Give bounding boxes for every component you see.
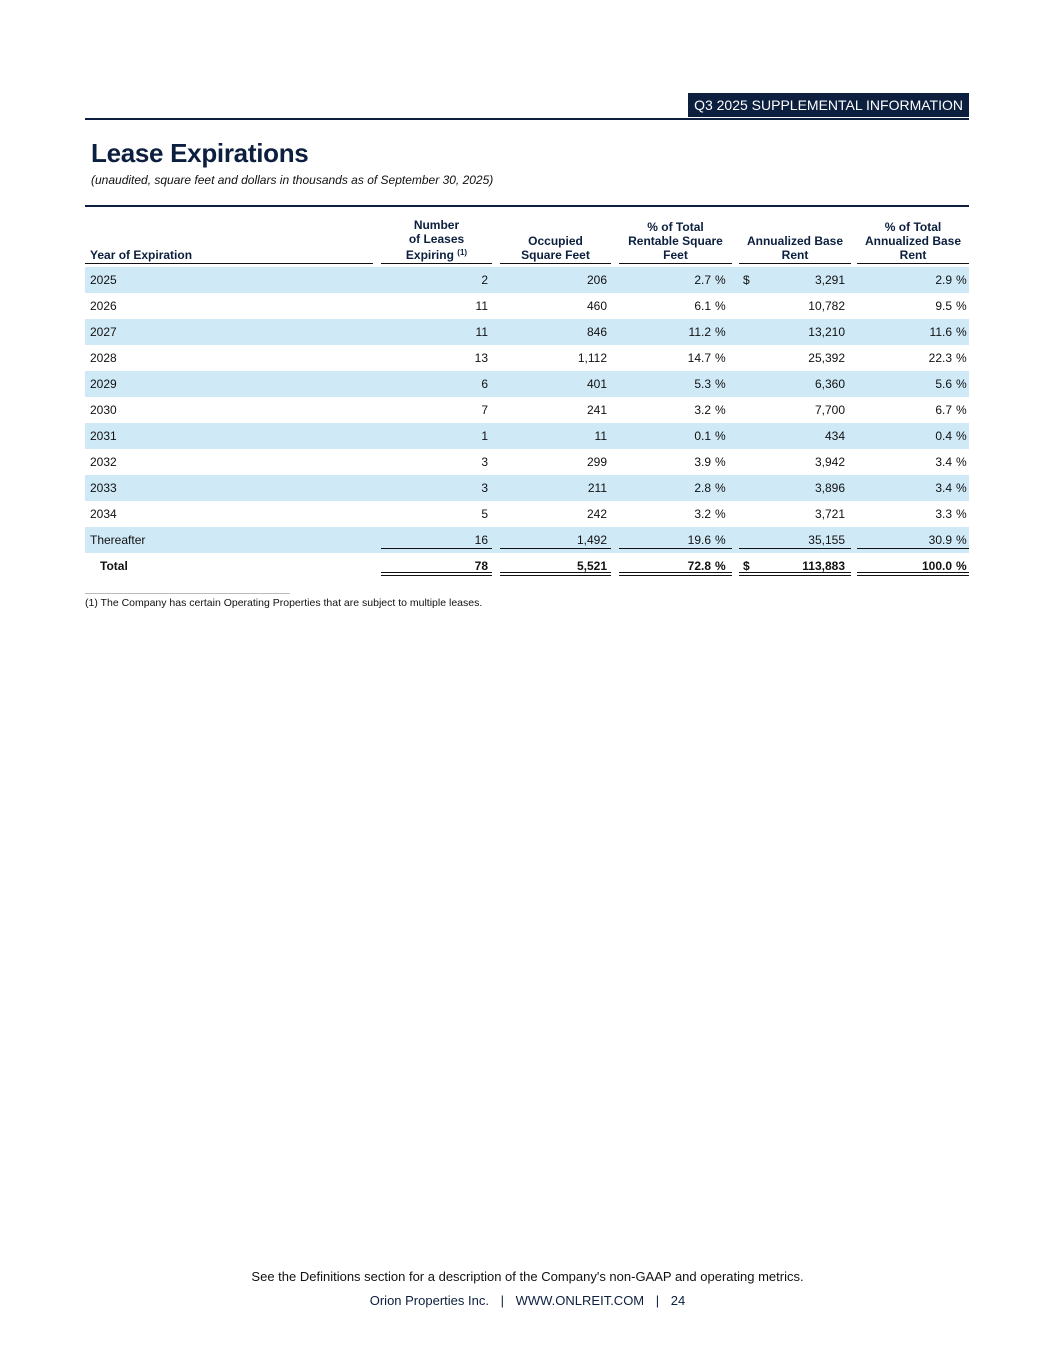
cell-pct-sign: % [956, 507, 967, 521]
cell-pct-sqft: 11.2 [688, 325, 711, 339]
footnote-rule [85, 593, 290, 594]
table-row [85, 527, 969, 553]
cell-pct-sign: % [956, 429, 967, 443]
col-header-annualized-base-rent: Annualized Base Rent [739, 218, 851, 264]
cell-leases: 16 [474, 533, 488, 547]
footer-website-link[interactable]: WWW.ONLREIT.COM [515, 1293, 645, 1308]
cell-annualized-rent: 35,155 [808, 533, 845, 547]
page-subtitle: (unaudited, square feet and dollars in thousands as of September 30, 2025) [91, 173, 494, 187]
cell-pct-sign: % [715, 325, 726, 339]
cell-pct-rent: 22.3 [928, 351, 952, 365]
page-title: Lease Expirations [91, 138, 309, 168]
cell-leases: 7 [481, 403, 488, 417]
cell-pct-sign: % [956, 533, 967, 547]
cell-year: 2030 [90, 403, 117, 417]
cell-pct-sqft: 14.7 [687, 351, 711, 365]
cell-pct-sign: % [956, 403, 967, 417]
cell-occupied-sqft: 242 [586, 507, 607, 521]
table-row [85, 371, 969, 397]
cell-annualized-rent: 3,942 [814, 455, 845, 469]
cell-leases: 1 [481, 429, 488, 443]
col-header-occupied-sqft: Occupied Square Feet [500, 218, 611, 264]
cell-annualized-rent: 113,883 [802, 559, 845, 573]
header-bar [85, 93, 969, 120]
cell-leases: 6 [481, 377, 488, 391]
total-rule-double [381, 572, 492, 576]
cell-pct-sign: % [956, 273, 967, 287]
cell-occupied-sqft: 211 [587, 481, 607, 495]
footer-page-number: 24 [670, 1293, 686, 1308]
total-rule-double [857, 572, 969, 576]
total-rule-top [857, 548, 969, 549]
table-row [85, 397, 969, 423]
cell-annualized-rent: 7,700 [814, 403, 845, 417]
supplemental-info-tag: Q3 2025 SUPPLEMENTAL INFORMATION [688, 93, 969, 117]
cell-pct-sign: % [956, 325, 967, 339]
total-rule-double [739, 572, 851, 576]
cell-occupied-sqft: 1,112 [577, 351, 607, 365]
cell-pct-sqft: 2.7 [694, 273, 711, 287]
cell-pct-sign: % [715, 533, 726, 547]
cell-pct-rent: 6.7 [935, 403, 952, 417]
cell-year: 2027 [90, 325, 117, 339]
col-header-pct-rentable-sqft: % of Total Rentable Square Feet [619, 218, 732, 264]
cell-year: 2025 [90, 273, 117, 287]
cell-pct-sign: % [715, 273, 726, 287]
cell-pct-sign: % [956, 377, 967, 391]
cell-pct-sign: % [956, 481, 967, 495]
cell-pct-rent: 2.9 [935, 273, 952, 287]
total-rule-top [500, 548, 611, 549]
cell-pct-sign: % [715, 481, 726, 495]
table-row [85, 501, 969, 527]
cell-occupied-sqft: 401 [586, 377, 607, 391]
cell-annualized-rent: 25,392 [808, 351, 845, 365]
cell-leases: 3 [481, 481, 488, 495]
footer-company-name: Orion Properties Inc. [369, 1293, 489, 1308]
cell-pct-rent: 5.6 [935, 377, 952, 391]
cell-occupied-sqft: 11 [594, 429, 607, 443]
cell-pct-rent: 3.4 [935, 481, 952, 495]
cell-leases: 11 [475, 299, 488, 313]
col-header-pct-annualized-rent: % of Total Annualized Base Rent [857, 218, 969, 264]
table-row [85, 293, 969, 319]
cell-pct-rent: 3.3 [935, 507, 952, 521]
cell-pct-sqft: 6.1 [694, 299, 711, 313]
cell-pct-sign: % [715, 455, 726, 469]
col-header-leases: Number of Leases Expiring $^{(1)}$ [381, 218, 492, 264]
cell-pct-sign: % [956, 299, 967, 313]
cell-pct-sign: % [715, 429, 726, 443]
cell-pct-sqft: 3.9 [694, 455, 711, 469]
cell-pct-sign: % [715, 377, 726, 391]
cell-annualized-rent: 434 [824, 429, 845, 443]
cell-occupied-sqft: 299 [586, 455, 607, 469]
cell-dollar-sign: $ [743, 559, 750, 573]
cell-annualized-rent: 3,721 [814, 507, 845, 521]
cell-annualized-rent: 13,210 [808, 325, 845, 339]
cell-pct-sqft: 72.8 [687, 559, 711, 573]
cell-occupied-sqft: 206 [586, 273, 607, 287]
footer-definitions-note: See the Definitions section for a description of the Company's non-GAAP and operating metrics. [251, 1269, 804, 1284]
cell-leases: 11 [475, 325, 488, 339]
cell-leases: 5 [481, 507, 488, 521]
table-row [85, 475, 969, 501]
cell-pct-sign: % [956, 351, 967, 365]
table-row [85, 267, 969, 293]
cell-annualized-rent: 3,896 [814, 481, 845, 495]
cell-pct-rent: 11.6 [929, 325, 952, 339]
cell-pct-rent: 3.4 [935, 455, 952, 469]
cell-pct-sqft: 5.3 [694, 377, 711, 391]
cell-occupied-sqft: 846 [586, 325, 607, 339]
cell-occupied-sqft: 460 [586, 299, 607, 313]
cell-dollar-sign: $ [743, 273, 750, 287]
table-row [85, 345, 969, 371]
total-rule-top [619, 548, 732, 549]
footer-separator: | [655, 1293, 660, 1308]
cell-annualized-rent: 6,360 [814, 377, 845, 391]
cell-pct-sqft: 3.2 [694, 403, 711, 417]
cell-pct-sign: % [715, 351, 726, 365]
cell-year: 2033 [90, 481, 117, 495]
cell-year: Total [100, 559, 128, 573]
cell-year: Thereafter [90, 533, 146, 547]
cell-occupied-sqft: 5,521 [576, 559, 607, 573]
cell-year: 2032 [90, 455, 117, 469]
cell-pct-sqft: 0.1 [694, 429, 711, 443]
total-rule-double [500, 572, 611, 576]
cell-annualized-rent: 3,291 [814, 273, 845, 287]
cell-pct-sign: % [956, 559, 967, 573]
cell-leases: 2 [481, 273, 488, 287]
cell-pct-sign: % [715, 403, 726, 417]
cell-pct-sign: % [956, 455, 967, 469]
table-row [85, 449, 969, 475]
cell-pct-sqft: 3.2 [694, 507, 711, 521]
cell-leases: 13 [474, 351, 488, 365]
cell-pct-rent: 0.4 [935, 429, 952, 443]
total-rule-top [739, 548, 851, 549]
cell-pct-rent: 30.9 [928, 533, 952, 547]
col-header-year: Year of Expiration [85, 218, 373, 264]
table-top-rule [85, 205, 969, 207]
cell-pct-rent: 9.5 [935, 299, 952, 313]
total-rule-top [381, 548, 492, 549]
cell-year: 2026 [90, 299, 117, 313]
cell-annualized-rent: 10,782 [808, 299, 845, 313]
cell-year: 2031 [90, 429, 117, 443]
cell-year: 2029 [90, 377, 117, 391]
table-row [85, 319, 969, 345]
cell-pct-sign: % [715, 507, 726, 521]
cell-pct-sqft: 2.8 [694, 481, 711, 495]
cell-pct-rent: 100.0 [921, 559, 952, 573]
cell-leases: 3 [481, 455, 488, 469]
footnote: (1) The Company has certain Operating Properties that are subject to multiple leases. [85, 597, 483, 609]
cell-occupied-sqft: 241 [586, 403, 607, 417]
footer-separator: | [500, 1293, 504, 1308]
cell-leases: 78 [474, 559, 488, 573]
cell-year: 2034 [90, 507, 117, 521]
table-row [85, 423, 969, 449]
cell-pct-sign: % [715, 559, 726, 573]
footer-company-line [0, 1293, 1055, 1308]
cell-occupied-sqft: 1,492 [576, 533, 607, 547]
cell-pct-sqft: 19.6 [687, 533, 711, 547]
cell-pct-sign: % [715, 299, 726, 313]
total-rule-double [619, 572, 732, 576]
cell-year: 2028 [90, 351, 117, 365]
